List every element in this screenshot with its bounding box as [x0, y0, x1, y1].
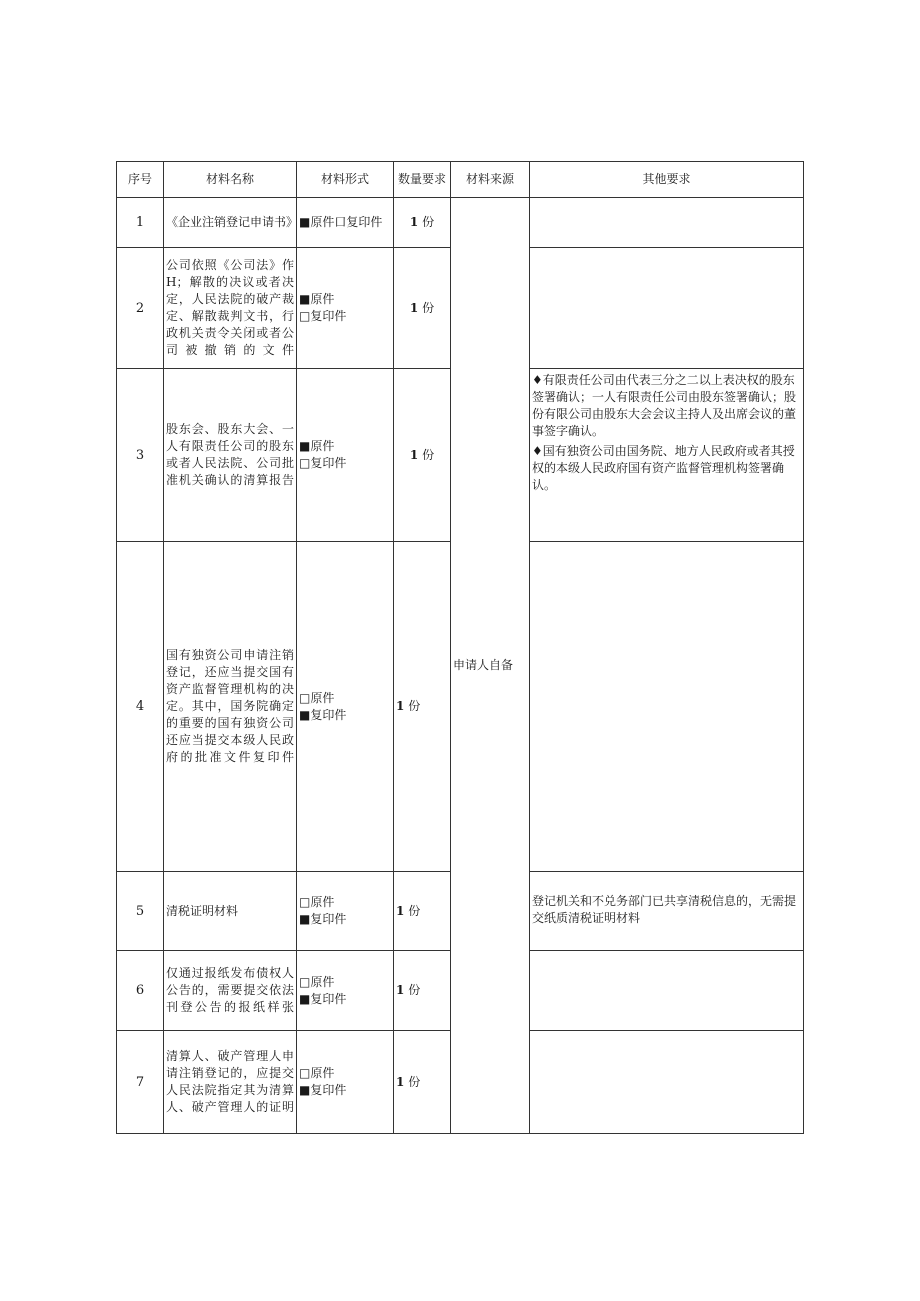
row-no: 7 [117, 1031, 164, 1134]
qty-unit: 份 [408, 903, 421, 918]
row-other [530, 198, 804, 248]
qty-number: 1 [409, 447, 419, 462]
qty-number: 1 [396, 1074, 405, 1089]
header-form: 材料形式 [297, 162, 394, 198]
row-qty [394, 198, 451, 248]
header-row [117, 162, 804, 198]
form-option: □原件 [299, 690, 335, 705]
row-qty [394, 542, 451, 872]
row-no: 3 [117, 369, 164, 542]
header-qty: 数量要求 [394, 162, 451, 198]
header-no: 序号 [117, 162, 164, 198]
qty-number: 1 [396, 699, 405, 713]
table-row [117, 198, 804, 248]
form-option: ■复印件 [299, 991, 347, 1006]
form-option: ■复印件 [299, 912, 347, 926]
materials-table [116, 161, 804, 1134]
qty-unit: 份 [422, 300, 435, 315]
qty-unit: 份 [422, 215, 435, 229]
row-no: 6 [117, 951, 164, 1031]
form-option: ■原件口复印件 [299, 215, 383, 229]
row-qty [394, 872, 451, 951]
row-other [530, 1031, 804, 1134]
row-form [297, 951, 394, 1031]
row-form [297, 198, 394, 248]
row-form [297, 1031, 394, 1134]
header-other: 其他要求 [530, 162, 804, 198]
qty-unit: 份 [408, 983, 421, 997]
form-option: □原件 [299, 895, 335, 909]
header-source: 材料来源 [451, 162, 530, 198]
row-qty [394, 369, 451, 542]
requirement-note: 登记机关和不兑务部门已共享清税信息的，无需提交纸质清税证明材料 [532, 893, 797, 925]
row-form [297, 248, 394, 369]
row-other [530, 248, 804, 369]
row-no: 2 [117, 248, 164, 369]
row-name: 清税证明材料 [164, 872, 297, 951]
row-form [297, 872, 394, 951]
form-option: ■复印件 [299, 707, 347, 722]
row-name: 公司依照《公司法》作H；解散的决议或者决定，人民法院的破产裁定、解散裁判文书，行政机关责令关闭或者公司被撤销的文件 [164, 248, 297, 369]
row-form [297, 369, 394, 542]
form-option: ■原件 [299, 292, 335, 306]
row-other [530, 872, 804, 951]
row-no: 4 [117, 542, 164, 872]
header-name: 材料名称 [164, 162, 297, 198]
qty-number: 1 [396, 903, 405, 918]
requirement-note: ♦有限责任公司由代表三分之二以上表决权的股东签署确认；一人有限责任公司由股东签署确认；股份有限公司由股东大会会议主持人及出席会议的董事签字确认。 [532, 373, 797, 438]
form-option: □复印件 [299, 456, 347, 470]
qty-unit: 份 [422, 447, 435, 462]
row-other [530, 542, 804, 872]
form-option: ■复印件 [299, 1083, 347, 1097]
row-form [297, 542, 394, 872]
row-other [530, 369, 804, 542]
row-name: 《企业注销登记申请书》 [164, 198, 297, 248]
qty-number: 1 [396, 983, 405, 997]
qty-number: 1 [409, 300, 419, 315]
row-qty [394, 1031, 451, 1134]
qty-unit: 份 [408, 1074, 421, 1089]
row-name: 股东会、股东大会、一人有限责任公司的股东或者人民法院、公司批准机关确认的清算报告 [164, 369, 297, 542]
row-qty [394, 951, 451, 1031]
form-option: □原件 [299, 974, 335, 989]
source-cell: 申请人自备 [451, 198, 530, 1134]
qty-unit: 份 [408, 699, 421, 713]
qty-number: 1 [409, 215, 419, 229]
row-name: 清算人、破产管理人申请注销登记的，应提交人民法院指定其为清算人、破产管理人的证明 [164, 1031, 297, 1134]
row-other [530, 951, 804, 1031]
form-option: □原件 [299, 1066, 335, 1080]
requirement-note: ♦国有独资公司由国务院、地方人民政府或者其授权的本级人民政府国有资产监督管理机构签署确认。 [532, 444, 795, 492]
row-no: 1 [117, 198, 164, 248]
row-name: 国有独资公司申请注销登记，还应当提交国有资产监督管理机构的决定。其中，国务院确定的重要的国有独资公司还应当提交本级人民政府的批准文件复印件 [164, 542, 297, 872]
form-option: ■原件 [299, 439, 335, 453]
row-qty [394, 248, 451, 369]
form-option: □复印件 [299, 309, 347, 323]
row-name: 仅通过报纸发布债权人公告的，需要提交依法刊登公告的报纸样张 [164, 951, 297, 1031]
row-no: 5 [117, 872, 164, 951]
